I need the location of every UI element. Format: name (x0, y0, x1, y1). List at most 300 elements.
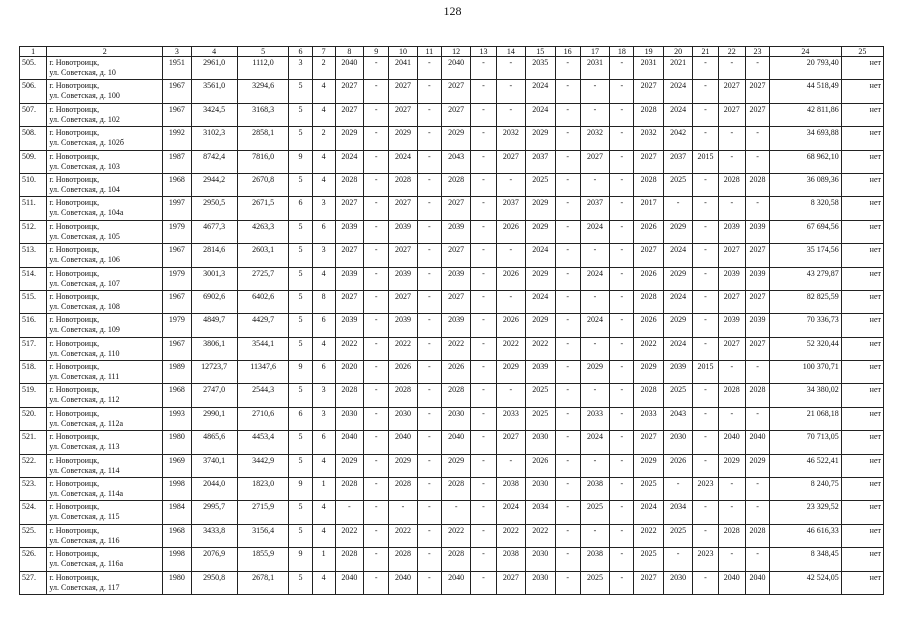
cell-col-15: 2024 (526, 103, 555, 126)
cell-col-8: 2024 (335, 150, 363, 173)
cell-col-19: 2027 (634, 244, 663, 267)
row-number: 526. (20, 548, 47, 571)
cell-col-23: 2027 (745, 80, 769, 103)
table-row (20, 548, 884, 571)
cell-col-10: 2024 (389, 150, 417, 173)
row-number: 527. (20, 571, 47, 594)
cell-col-9: - (364, 314, 389, 337)
cell-col-13: - (471, 478, 496, 501)
year-built: 1987 (163, 150, 191, 173)
address-city: г. Новотроицк, (49, 291, 100, 301)
address-city: г. Новотроицк, (49, 385, 100, 395)
address-street: ул. Советская, д. 102 (49, 114, 120, 124)
total-area: 2990,1 (191, 407, 237, 430)
cell-col-10: 2030 (389, 407, 417, 430)
status-value: нет (841, 384, 883, 407)
housing-register-table (19, 46, 884, 595)
cell-col-19: 2028 (634, 173, 663, 196)
cell-col-13: - (471, 454, 496, 477)
address-city: г. Новотроицк, (49, 338, 100, 348)
living-area: 1855,9 (237, 548, 289, 571)
cell-col-23: - (745, 361, 769, 384)
cell-col-11: - (417, 454, 441, 477)
column-header-17: 17 (580, 47, 609, 57)
cell-col-15: 2030 (526, 548, 555, 571)
cell-col-19: 2025 (634, 548, 663, 571)
total-area: 2950,8 (191, 571, 237, 594)
total-area: 3806,1 (191, 337, 237, 360)
cell-col-10: 2028 (389, 384, 417, 407)
row-number: 507. (20, 103, 47, 126)
cell-col-12: 2039 (441, 267, 470, 290)
entrances: 3 (312, 407, 335, 430)
entrances: 4 (312, 337, 335, 360)
cell-col-12: 2028 (441, 478, 470, 501)
column-header-19: 19 (634, 47, 663, 57)
total-area: 4677,3 (191, 220, 237, 243)
cell-col-8: - (335, 501, 363, 524)
cell-col-15: 2030 (526, 478, 555, 501)
cell-col-15: 2029 (526, 197, 555, 220)
cost-value: 70 713,05 (770, 431, 842, 454)
cell-col-9: - (364, 571, 389, 594)
address-city: г. Новотроицк, (49, 174, 100, 184)
address-city: г. Новотроицк, (49, 81, 100, 91)
status-value: нет (841, 290, 883, 313)
floors: 5 (289, 267, 312, 290)
cell-col-19: 2027 (634, 80, 663, 103)
status-value: нет (841, 314, 883, 337)
address-cell (47, 57, 163, 80)
cell-col-20: 2042 (663, 127, 692, 150)
status-value: нет (841, 150, 883, 173)
cell-col-11: - (417, 501, 441, 524)
cell-col-13: - (471, 384, 496, 407)
cell-col-14: 2038 (496, 548, 525, 571)
cell-col-21: 2023 (693, 478, 718, 501)
cost-value: 34 693,88 (770, 127, 842, 150)
address-street: ул. Советская, д. 104а (49, 208, 124, 218)
cell-col-22: - (718, 548, 745, 571)
table-body (20, 57, 884, 595)
cell-col-8: 2027 (335, 80, 363, 103)
cell-col-9: - (364, 524, 389, 547)
cell-col-11: - (417, 220, 441, 243)
cell-col-18: - (610, 478, 634, 501)
cell-col-10: 2029 (389, 127, 417, 150)
cell-col-23: 2027 (745, 337, 769, 360)
cell-col-10: 2039 (389, 220, 417, 243)
cell-col-16: - (555, 290, 580, 313)
year-built: 1993 (163, 407, 191, 430)
cost-value: 82 825,59 (770, 290, 842, 313)
row-number: 511. (20, 197, 47, 220)
address-city: г. Новотроицк, (49, 432, 100, 442)
cell-col-12: 2027 (441, 244, 470, 267)
cell-col-12: 2029 (441, 127, 470, 150)
cell-col-10: - (389, 501, 417, 524)
cell-col-12: 2029 (441, 454, 470, 477)
cell-col-20: 2029 (663, 314, 692, 337)
cell-col-17: 2024 (580, 220, 609, 243)
cell-col-17: 2032 (580, 127, 609, 150)
cell-col-21: - (693, 290, 718, 313)
living-area: 3168,3 (237, 103, 289, 126)
cell-col-21: - (693, 501, 718, 524)
cell-col-21: 2023 (693, 548, 718, 571)
cell-col-13: - (471, 103, 496, 126)
cell-col-10: 2027 (389, 103, 417, 126)
cell-col-13: - (471, 220, 496, 243)
entrances: 6 (312, 431, 335, 454)
header-row (20, 47, 884, 57)
cell-col-18: - (610, 548, 634, 571)
cell-col-14: 2024 (496, 501, 525, 524)
cell-col-15: 2035 (526, 57, 555, 80)
cell-col-16: - (555, 57, 580, 80)
cell-col-17: - (580, 173, 609, 196)
cell-col-18: - (610, 314, 634, 337)
year-built: 1998 (163, 548, 191, 571)
cell-col-16: - (555, 150, 580, 173)
cell-col-20: 2024 (663, 244, 692, 267)
cell-col-9: - (364, 407, 389, 430)
cell-col-9: - (364, 267, 389, 290)
cell-col-11: - (417, 80, 441, 103)
address-city: г. Новотроицк, (49, 221, 100, 231)
cell-col-10: 2027 (389, 197, 417, 220)
floors: 5 (289, 220, 312, 243)
table-row (20, 571, 884, 594)
table-row (20, 314, 884, 337)
cost-value: 42 524,05 (770, 571, 842, 594)
year-built: 1967 (163, 244, 191, 267)
address-street: ул. Советская, д. 100 (49, 91, 120, 101)
address-street: ул. Советская, д. 116а (49, 559, 124, 569)
table-row (20, 127, 884, 150)
address-cell (47, 571, 163, 594)
cell-col-18: - (610, 524, 634, 547)
address-cell (47, 314, 163, 337)
address-street: ул. Советская, д. 112 (49, 395, 120, 405)
cell-col-18: - (610, 407, 634, 430)
cell-col-20: - (663, 548, 692, 571)
status-value: нет (841, 361, 883, 384)
cell-col-10: 2022 (389, 337, 417, 360)
row-number: 520. (20, 407, 47, 430)
cell-col-11: - (417, 361, 441, 384)
total-area: 3740,1 (191, 454, 237, 477)
address-street: ул. Советская, д. 110 (49, 348, 120, 358)
cell-col-10: 2027 (389, 244, 417, 267)
cell-col-14: - (496, 384, 525, 407)
address-city: г. Новотроицк, (49, 572, 100, 582)
cell-col-19: 2031 (634, 57, 663, 80)
cell-col-14: 2032 (496, 127, 525, 150)
status-value: нет (841, 548, 883, 571)
row-number: 522. (20, 454, 47, 477)
table-row (20, 501, 884, 524)
status-value: нет (841, 173, 883, 196)
cell-col-22: - (718, 197, 745, 220)
cell-col-18: - (610, 244, 634, 267)
cell-col-16: - (555, 173, 580, 196)
cell-col-16: - (555, 478, 580, 501)
cell-col-8: 2029 (335, 454, 363, 477)
column-header-9: 9 (364, 47, 389, 57)
column-header-13: 13 (471, 47, 496, 57)
cell-col-12: 2039 (441, 220, 470, 243)
cell-col-8: 2039 (335, 267, 363, 290)
cell-col-12: 2027 (441, 290, 470, 313)
status-value: нет (841, 571, 883, 594)
table-row (20, 454, 884, 477)
cost-value: 23 329,52 (770, 501, 842, 524)
cell-col-8: 2020 (335, 361, 363, 384)
cell-col-11: - (417, 524, 441, 547)
cell-col-20: 2025 (663, 384, 692, 407)
cell-col-17: 2024 (580, 267, 609, 290)
cell-col-19: 2027 (634, 571, 663, 594)
entrances: 2 (312, 127, 335, 150)
cell-col-19: 2024 (634, 501, 663, 524)
cell-col-22: 2027 (718, 337, 745, 360)
cell-col-13: - (471, 524, 496, 547)
row-number: 513. (20, 244, 47, 267)
year-built: 1989 (163, 361, 191, 384)
cell-col-12: 2027 (441, 197, 470, 220)
cost-value: 36 089,36 (770, 173, 842, 196)
cell-col-21: - (693, 524, 718, 547)
year-built: 1968 (163, 524, 191, 547)
living-area: 3294,6 (237, 80, 289, 103)
column-header-16: 16 (555, 47, 580, 57)
cell-col-8: 2028 (335, 384, 363, 407)
cell-col-20: 2039 (663, 361, 692, 384)
cell-col-23: 2029 (745, 454, 769, 477)
cell-col-21: - (693, 267, 718, 290)
cost-value: 100 370,71 (770, 361, 842, 384)
entrances: 3 (312, 384, 335, 407)
cell-col-14: - (496, 454, 525, 477)
cell-col-12: 2028 (441, 548, 470, 571)
cell-col-20: 2030 (663, 571, 692, 594)
cell-col-12: 2039 (441, 314, 470, 337)
cell-col-8: 2029 (335, 127, 363, 150)
address-city: г. Новотроицк, (49, 455, 100, 465)
table-row (20, 478, 884, 501)
cell-col-14: 2026 (496, 314, 525, 337)
address-cell (47, 80, 163, 103)
cell-col-14: 2027 (496, 571, 525, 594)
cell-col-19: 2027 (634, 431, 663, 454)
floors: 5 (289, 524, 312, 547)
status-value: нет (841, 220, 883, 243)
cell-col-22: - (718, 361, 745, 384)
cell-col-22: - (718, 127, 745, 150)
cell-col-20: 2029 (663, 220, 692, 243)
address-city: г. Новотроицк, (49, 525, 100, 535)
total-area: 6902,6 (191, 290, 237, 313)
cell-col-20: 2024 (663, 290, 692, 313)
cell-col-17: 2024 (580, 314, 609, 337)
cell-col-15: 2025 (526, 384, 555, 407)
status-value: нет (841, 454, 883, 477)
cell-col-17: 2025 (580, 501, 609, 524)
cell-col-22: 2027 (718, 290, 745, 313)
cell-col-17: 2029 (580, 361, 609, 384)
address-cell (47, 103, 163, 126)
cell-col-13: - (471, 361, 496, 384)
cell-col-9: - (364, 127, 389, 150)
cell-col-23: 2039 (745, 314, 769, 337)
cell-col-12: 2028 (441, 384, 470, 407)
cell-col-11: - (417, 384, 441, 407)
cell-col-12: 2040 (441, 571, 470, 594)
table-row (20, 173, 884, 196)
cell-col-21: - (693, 314, 718, 337)
cell-col-16: - (555, 220, 580, 243)
cell-col-17: 2027 (580, 150, 609, 173)
year-built: 1980 (163, 571, 191, 594)
status-value: нет (841, 407, 883, 430)
cell-col-17: - (580, 244, 609, 267)
table-row (20, 267, 884, 290)
address-city: г. Новотроицк, (49, 128, 100, 138)
cell-col-17: 2038 (580, 548, 609, 571)
cell-col-11: - (417, 244, 441, 267)
address-cell (47, 524, 163, 547)
entrances: 1 (312, 478, 335, 501)
cell-col-16: - (555, 244, 580, 267)
living-area: 2544,3 (237, 384, 289, 407)
cell-col-11: - (417, 267, 441, 290)
cell-col-9: - (364, 337, 389, 360)
total-area: 2076,9 (191, 548, 237, 571)
cell-col-16: - (555, 80, 580, 103)
cell-col-13: - (471, 407, 496, 430)
cell-col-18: - (610, 384, 634, 407)
cell-col-10: 2022 (389, 524, 417, 547)
table-row (20, 337, 884, 360)
entrances: 6 (312, 220, 335, 243)
cell-col-21: - (693, 571, 718, 594)
address-city: г. Новотроицк, (49, 245, 100, 255)
cell-col-20: 2043 (663, 407, 692, 430)
living-area: 3156,4 (237, 524, 289, 547)
address-street: ул. Советская, д. 104 (49, 184, 120, 194)
status-value: нет (841, 103, 883, 126)
cell-col-14: 2022 (496, 337, 525, 360)
address-city: г. Новотроицк, (49, 104, 100, 114)
address-street: ул. Советская, д. 108 (49, 301, 120, 311)
living-area: 4263,3 (237, 220, 289, 243)
cell-col-11: - (417, 478, 441, 501)
cell-col-18: - (610, 361, 634, 384)
cell-col-19: 2033 (634, 407, 663, 430)
cell-col-13: - (471, 501, 496, 524)
status-value: нет (841, 501, 883, 524)
cell-col-22: - (718, 407, 745, 430)
cell-col-20: - (663, 197, 692, 220)
cell-col-19: 2022 (634, 524, 663, 547)
cell-col-20: 2034 (663, 501, 692, 524)
cost-value: 42 811,86 (770, 103, 842, 126)
total-area: 2995,7 (191, 501, 237, 524)
cell-col-23: 2027 (745, 103, 769, 126)
cell-col-23: 2028 (745, 384, 769, 407)
cell-col-16: - (555, 548, 580, 571)
cell-col-21: - (693, 173, 718, 196)
row-number: 519. (20, 384, 47, 407)
entrances: 6 (312, 314, 335, 337)
total-area: 4849,7 (191, 314, 237, 337)
status-value: нет (841, 337, 883, 360)
address-cell (47, 501, 163, 524)
address-street: ул. Советская, д. 117 (49, 582, 120, 592)
cell-col-14: - (496, 80, 525, 103)
year-built: 1998 (163, 478, 191, 501)
cell-col-8: 2040 (335, 57, 363, 80)
cell-col-9: - (364, 384, 389, 407)
cell-col-11: - (417, 548, 441, 571)
floors: 3 (289, 57, 312, 80)
cell-col-14: 2029 (496, 361, 525, 384)
year-built: 1951 (163, 57, 191, 80)
living-area: 2671,5 (237, 197, 289, 220)
cell-col-12: 2022 (441, 337, 470, 360)
cell-col-12: 2040 (441, 57, 470, 80)
address-cell (47, 384, 163, 407)
entrances: 4 (312, 454, 335, 477)
cell-col-9: - (364, 454, 389, 477)
row-number: 517. (20, 337, 47, 360)
cell-col-22: - (718, 478, 745, 501)
cell-col-8: 2022 (335, 337, 363, 360)
cell-col-14: 2022 (496, 524, 525, 547)
cell-col-19: 2022 (634, 337, 663, 360)
row-number: 521. (20, 431, 47, 454)
address-street: ул. Советская, д. 111 (49, 372, 120, 382)
cell-col-14: 2037 (496, 197, 525, 220)
cell-col-11: - (417, 57, 441, 80)
table-row (20, 524, 884, 547)
cell-col-9: - (364, 80, 389, 103)
column-header-14: 14 (496, 47, 525, 57)
cell-col-18: - (610, 501, 634, 524)
cell-col-16: - (555, 103, 580, 126)
cell-col-17: 2031 (580, 57, 609, 80)
cell-col-14: - (496, 103, 525, 126)
address-street: ул. Советская, д. 114а (49, 489, 124, 499)
cost-value: 44 518,49 (770, 80, 842, 103)
year-built: 1967 (163, 80, 191, 103)
cell-col-9: - (364, 361, 389, 384)
cell-col-9: - (364, 244, 389, 267)
cell-col-12: 2022 (441, 524, 470, 547)
cell-col-15: 2025 (526, 407, 555, 430)
cell-col-13: - (471, 267, 496, 290)
table-row (20, 384, 884, 407)
row-number: 512. (20, 220, 47, 243)
cell-col-16: - (555, 524, 580, 547)
cell-col-23: 2028 (745, 173, 769, 196)
cell-col-15: 2034 (526, 501, 555, 524)
table-row (20, 431, 884, 454)
floors: 9 (289, 361, 312, 384)
cell-col-13: - (471, 173, 496, 196)
column-header-20: 20 (663, 47, 692, 57)
